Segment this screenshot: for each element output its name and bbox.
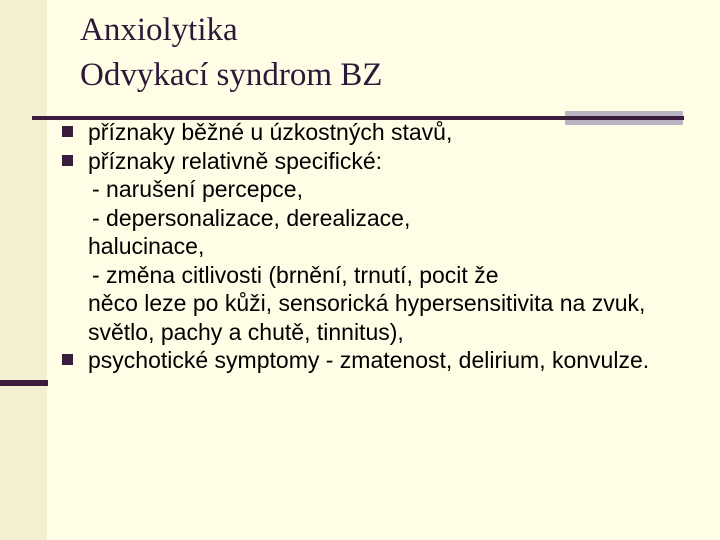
slide-title <box>80 8 382 98</box>
sub-item <box>62 261 682 347</box>
square-bullet-icon <box>62 354 73 365</box>
sidebar-panel <box>0 0 47 540</box>
bullet-text: příznaky relativně specifické: <box>88 147 383 174</box>
sub-item-continuation: halucinace, <box>88 233 205 259</box>
bullet-text: příznaky běžné u úzkostných stavů, <box>88 119 453 145</box>
square-bullet-icon <box>62 155 73 166</box>
sub-item-continuation: něco leze po kůži, sensorická hypersensitivita na zvuk, světlo, pachy a chutě, tinnitus), <box>88 290 646 345</box>
bullet-item <box>62 346 682 375</box>
square-bullet-icon <box>62 126 73 137</box>
sub-item-text: - změna citlivosti (brnění, trnutí, pocit že <box>92 261 499 288</box>
sub-item <box>62 204 682 261</box>
bullet-item <box>62 118 682 147</box>
sub-item <box>62 175 682 204</box>
bullet-item <box>62 147 682 176</box>
title-line-2: Odvykací syndrom BZ <box>80 57 383 93</box>
bullet-text: psychotické symptomy - zmatenost, delirium, konvulze. <box>88 347 650 373</box>
sub-item-text: - depersonalizace, derealizace, <box>92 204 411 231</box>
sidebar-accent-bar <box>0 380 48 386</box>
title-line-1: Anxiolytika <box>80 12 238 48</box>
slide-content <box>62 118 682 375</box>
sub-item-text: - narušení percepce, <box>92 176 303 202</box>
